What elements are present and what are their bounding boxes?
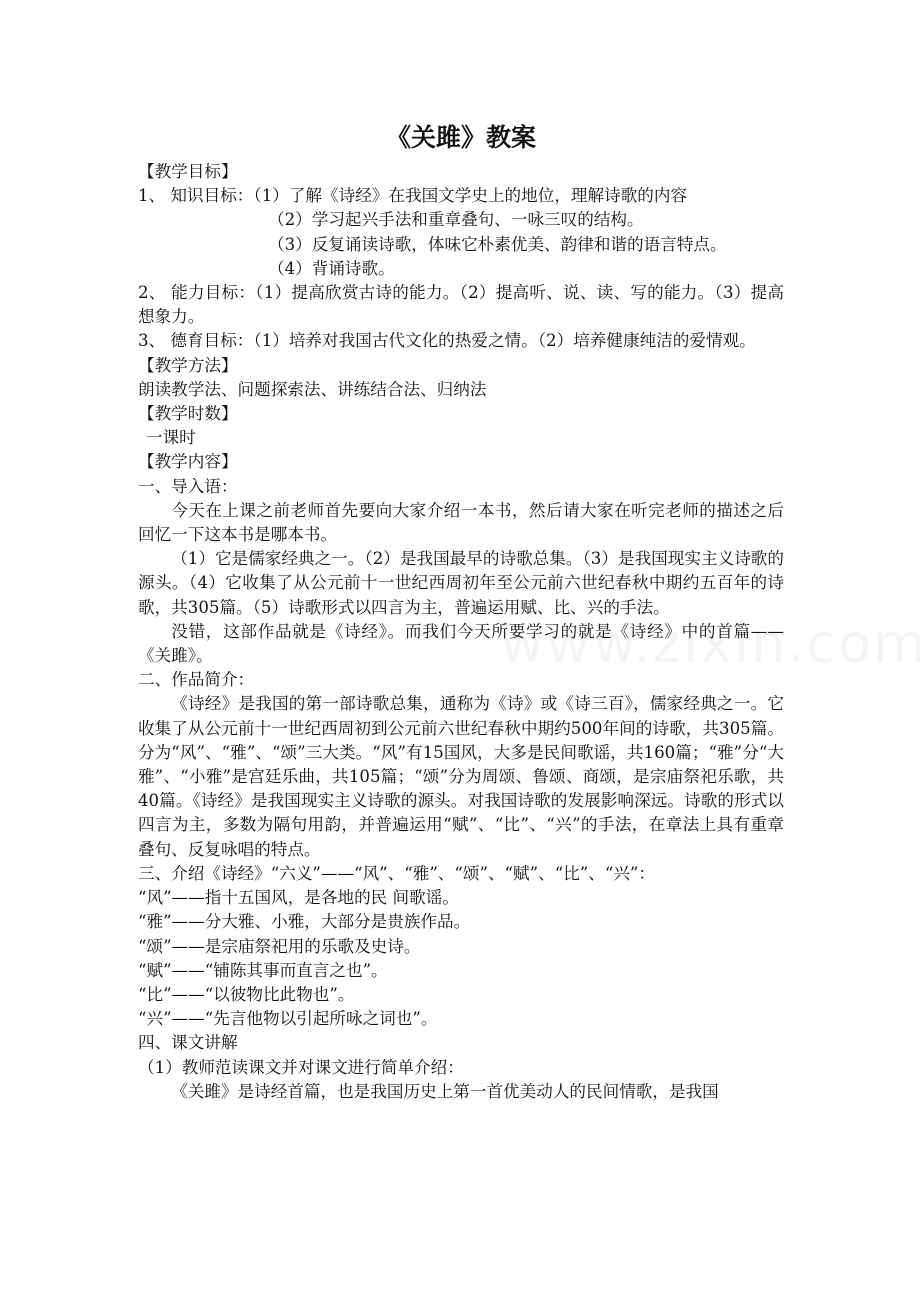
heading-teaching-goals: 【教学目标】 (138, 162, 238, 181)
text-explanation-paragraph: 《关雎》是诗经首篇，也是我国历史上第一首优美动人的民间情歌，是我国 (171, 1081, 719, 1101)
intro-paragraph-1: 今天在上课之前老师首先要向大家介绍一本书，然后请大家在听完老师的描述之后回忆一下这本书是哪本书。 (138, 500, 784, 545)
heading-teaching-method: 【教学方法】 (138, 355, 238, 375)
goal-knowledge: 1、 知识目标：（1）了解《诗经》在我国文学史上的地位，理解诗歌的内容 (138, 186, 688, 206)
work-intro-paragraph: 《诗经》是我国的第一部诗歌总集，通称为《诗》或《诗三百》，儒家经典之一。它收集了从公元前十一世纪西周初到公元前六世纪春秋中期约500年间的诗歌，共305篇。分为“风”、“雅”、“颂”三大类。“风”有15国风，大多是民间歌谣，共160篇；“雅”分“大雅”、“小雅”是宫廷乐曲，共105篇；“颂”分为周颂、鲁颂、商颂，是宗庙祭祀乐歌，共40篇。《诗经》是我国现实主义诗歌的源头。对我国诗歌的发展影响深远。诗歌的形式以四言为主，多数为隔句用韵，并普遍运用“赋”、“比”、“兴”的手法，在章法上具有重章叠句、反复咏唱的特点。 (138, 694, 784, 859)
teaching-hours: 一课时 (146, 428, 196, 448)
goal-knowledge-4: （4）背诵诗歌。 (268, 258, 395, 278)
definition-feng: “风”——指十五国风，是各地的民 间歌谣。 (138, 888, 459, 908)
goal-moral: 3、 德育目标：（1）培养对我国古代文化的热爱之情。（2）培养健康纯洁的爱情观。 (138, 331, 756, 351)
section-work-intro-heading: 二、作品简介： (138, 670, 255, 690)
definition-song: “颂”——是宗庙祭祀用的乐歌及史诗。 (138, 936, 421, 956)
intro-paragraph-3: 没错，这部作品就是《诗经》。而我们今天所要学习的就是《诗经》中的首篇——《关雎》。 (138, 621, 784, 666)
definition-xing: “兴”——“先言他物以引起所咏之词也”。 (138, 1009, 438, 1029)
definition-fu: “赋”——“铺陈其事而直言之也”。 (138, 960, 388, 980)
section-text-explanation-heading: 四、课文讲解 (138, 1033, 238, 1053)
text-explanation-step-1: （1）教师范读课文并对课文进行简单介绍： (138, 1057, 464, 1077)
section-intro-heading: 一、导入语： (138, 476, 238, 496)
teaching-method: 朗读教学法、问题探索法、讲练结合法、归纳法 (138, 379, 487, 399)
section-six-meanings-heading: 三、介绍《诗经》“六义”——“风”、“雅”、“颂”、“赋”、“比”、“兴”： (138, 863, 656, 883)
definition-bi: “比”——“以彼物比此物也”。 (138, 984, 355, 1004)
heading-teaching-content: 【教学内容】 (138, 452, 238, 472)
heading-teaching-hours: 【教学时数】 (138, 404, 238, 424)
goal-ability: 2、 能力目标：（1）提高欣赏古诗的能力。（2）提高听、说、读、写的能力。（3）提高想象力。 (138, 283, 784, 327)
goal-knowledge-2: （2）学习起兴手法和重章叠句、一咏三叹的结构。 (268, 210, 644, 230)
page-title: 《关雎》教案 (385, 123, 536, 152)
document-page (138, 120, 784, 1104)
intro-paragraph-2: （1）它是儒家经典之一。（2）是我国最早的诗歌总集。（3）是我国现实主义诗歌的源头。（4）它收集了从公元前十一世纪西周初年至公元前六世纪春秋中期约五百年的诗歌，共305篇。（5）诗歌形式以四言为主，普遍运用赋、比、兴的手法。 (138, 549, 784, 617)
goal-knowledge-3: （3）反复诵读诗歌，体味它朴素优美、韵律和谐的语言特点。 (268, 234, 727, 254)
definition-ya: “雅”——分大雅、小雅，大部分是贵族作品。 (138, 912, 471, 932)
